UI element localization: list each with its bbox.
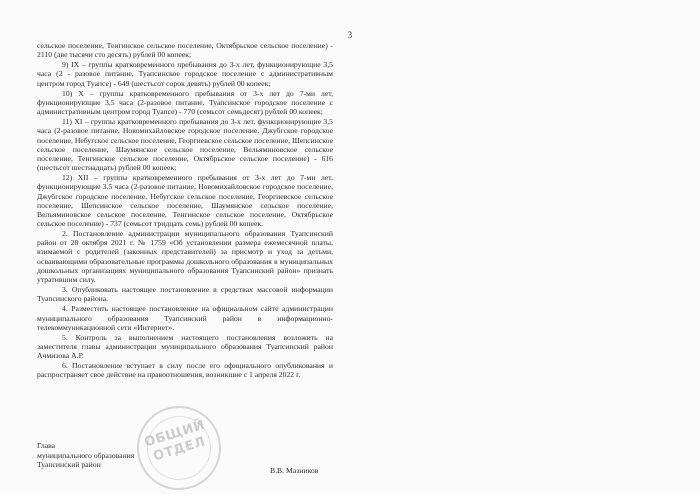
paragraph-section-4: 4. Разместить настоящее постановление на официальном сайте администрации муниципального образования Туапсинский район в информационно-телекоммуникационной сети «Интернет». (37, 304, 333, 332)
paragraph-section-6: 6. Постановление вступает в силу после его официального опубликования и распространяет свое действие на правоотношения, возникшие с 1 апреля 2022 г. (37, 361, 333, 380)
paragraph-item-9: 9) IX – группы кратковременного пребывания до 3-х лет, функционирующие 3,5 часа (2 - разовое питание, Туапсинское городское поселение с административным центром город Туапсе) - 649 (шестьсот сорок девять) рублей 00 копеек; (37, 60, 333, 88)
document-content (37, 41, 333, 381)
paragraph-continuation: сельское поселение, Тенгинское сельское поселение, Октябрьское сельское поселение) - 2110 (две тысячи сто десять) рублей 00 копеек; (37, 41, 333, 60)
signature-title-line-3: Туапсинский район (37, 460, 101, 469)
page-number: 3 (347, 30, 353, 40)
paragraph-item-12: 12) XII – группы кратковременного пребывания от 3-х лет до 7-ми лет, функционирующие 3,5 часа (2-разовое питание, Новомихайловское городское поселение, Джубгское городское поселение, Небугское сельское поселение, Георгиевское сельское поселение, Шепсинское сельское поселение, Шаумянское сельское поселение, Вельяминовское сельское поселение, Тенгинское сельское поселение, Октябрьское сельское поселение) - 737 (семьсот тридцать семь) рублей 00 копеек. (37, 173, 333, 228)
paragraph-section-3: 3. Опубликовать настоящее постановление в средствах массовой информации Туапсинского района. (37, 285, 333, 304)
stamp-text: ОБЩИЙ ОТДЕЛ (142, 417, 208, 465)
signature-title-line-1: Глава (37, 441, 56, 450)
paragraph-item-10: 10) X – группы кратковременного пребывания от 3-х лет до 7-ми лет, функционирующие 3,5 часа (2-разовое питание, Туапсинское городское поселение с административным центром город Туапсе) - 770 (семьсот семьдесят) рублей 00 копеек; (37, 88, 333, 117)
paragraph-section-5: 5. Контроль за выполнением настоящего постановления возложить на заместителя главы администрации муниципального образования Туапсинский район Ачмизова А.Р. (37, 332, 333, 361)
paragraph-section-2: 2. Постановление администрации муниципального образования Туапсинский район от 28 октября 2021 г. № 1759 «Об установлении размера ежемесячной платы, взимаемой с родителей (законных представителей) за присмотр и уход за детьми, осваивающими образовательные программы дошкольного образования в муниципальных дошкольных организациях муниципального образования Туапсинский район» признать утратившим силу. (37, 229, 333, 284)
signature-title-line-2: муниципального образования (37, 450, 135, 460)
paragraph-item-11: 11) XI – группы кратковременного пребывания до 3-х лет, функционирующие 3,5 часа (2-разовое питание, Новомихайловское городское поселение, Джубгское городское поселение, Небугское сельское поселение, Георгиевское сельское поселение, Шепсинское сельское поселение, Шаумянское сельское поселение, Вельяминовское сельское поселение, Тенгинское сельское поселение, Октябрьское сельское поселение) - 616 (шестьсот шестнадцать) рублей 00 копеек; (37, 117, 333, 173)
signatory-name: В.В. Мазников (270, 466, 319, 475)
